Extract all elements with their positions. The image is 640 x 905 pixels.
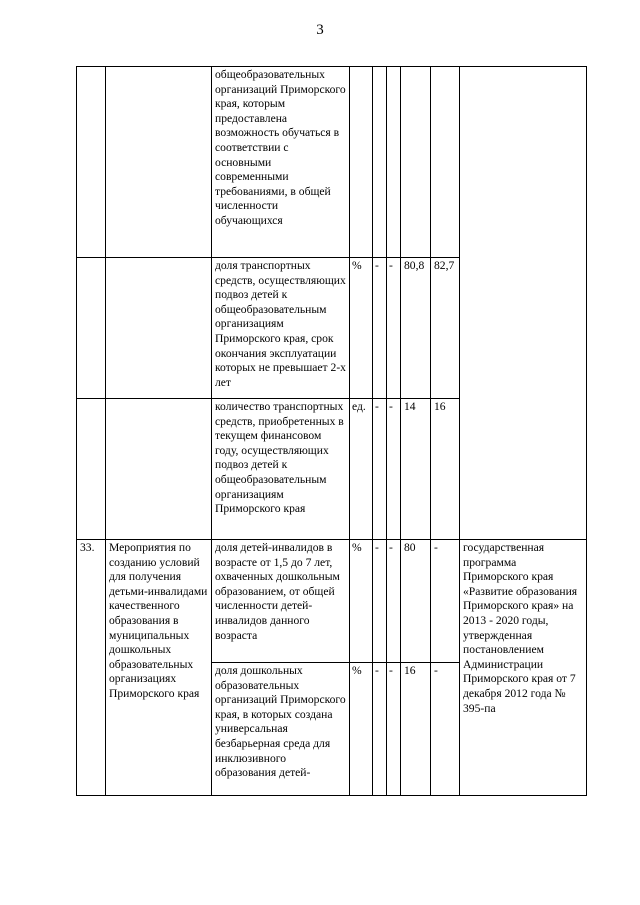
row-number-cell (77, 67, 106, 258)
value-cell-4 (431, 67, 460, 258)
value-cell-1: - (373, 399, 387, 540)
value-cell-1: - (373, 663, 387, 796)
program-cell: государственная программа Приморского края «Развитие образования Приморского края» на 2013 - 2020 годы, утвержденная постановлением Администрации Приморского края от 7 декабря 2012 года № 395-па (460, 540, 587, 796)
value-cell-2: - (387, 663, 401, 796)
value-cell-1: - (373, 540, 387, 663)
page-number: 3 (316, 22, 324, 38)
value-cell-3: 80,8 (401, 258, 431, 399)
program-cell (460, 67, 587, 540)
value-cell-3: 16 (401, 663, 431, 796)
row-number-cell (77, 399, 106, 540)
event-cell (106, 258, 212, 399)
value-cell-2: - (387, 258, 401, 399)
value-cell-3 (401, 67, 431, 258)
value-cell-1: - (373, 258, 387, 399)
event-cell: Мероприятия по созданию условий для получения детьми-инвалидами качественного образования в муниципальных дошкольных образовательных организациях Приморского края (106, 540, 212, 796)
indicators-table (76, 66, 587, 796)
indicator-cell: доля дошкольных образовательных организаций Приморского края, в которых создана универсальная безбарьерная среда для инклюзивного образования детей- (212, 663, 350, 796)
value-cell-2: - (387, 399, 401, 540)
indicator-cell: количество транспортных средств, приобретенных в текущем финансовом году, осуществляющих подвоз детей к общеобразовательным организациям Приморского края (212, 399, 350, 540)
event-cell (106, 399, 212, 540)
event-cell (106, 67, 212, 258)
value-cell-1 (373, 67, 387, 258)
row-number-cell: 33. (77, 540, 106, 796)
value-cell-4: 16 (431, 399, 460, 540)
unit-cell: % (350, 540, 373, 663)
value-cell-2 (387, 67, 401, 258)
table-row (77, 67, 587, 258)
unit-cell: % (350, 663, 373, 796)
row-number-cell (77, 258, 106, 399)
indicator-cell: доля транспортных средств, осуществляющих подвоз детей к общеобразовательным организациям Приморского края, срок окончания эксплуатации которых не превышает 2-х лет (212, 258, 350, 399)
value-cell-3: 80 (401, 540, 431, 663)
value-cell-3: 14 (401, 399, 431, 540)
value-cell-4: - (431, 540, 460, 663)
value-cell-4: - (431, 663, 460, 796)
value-cell-2: - (387, 540, 401, 663)
unit-cell: ед. (350, 399, 373, 540)
indicator-cell: доля детей-инвалидов в возрасте от 1,5 до 7 лет, охваченных дошкольным образованием, от общей численности детей-инвалидов данного возраста (212, 540, 350, 663)
indicator-cell: общеобразовательных организаций Приморского края, которым предоставлена возможность обучаться в соответствии с основными современными требованиями, в общей численности обучающихся (212, 67, 350, 258)
value-cell-4: 82,7 (431, 258, 460, 399)
unit-cell: % (350, 258, 373, 399)
unit-cell (350, 67, 373, 258)
table-row (77, 540, 587, 663)
